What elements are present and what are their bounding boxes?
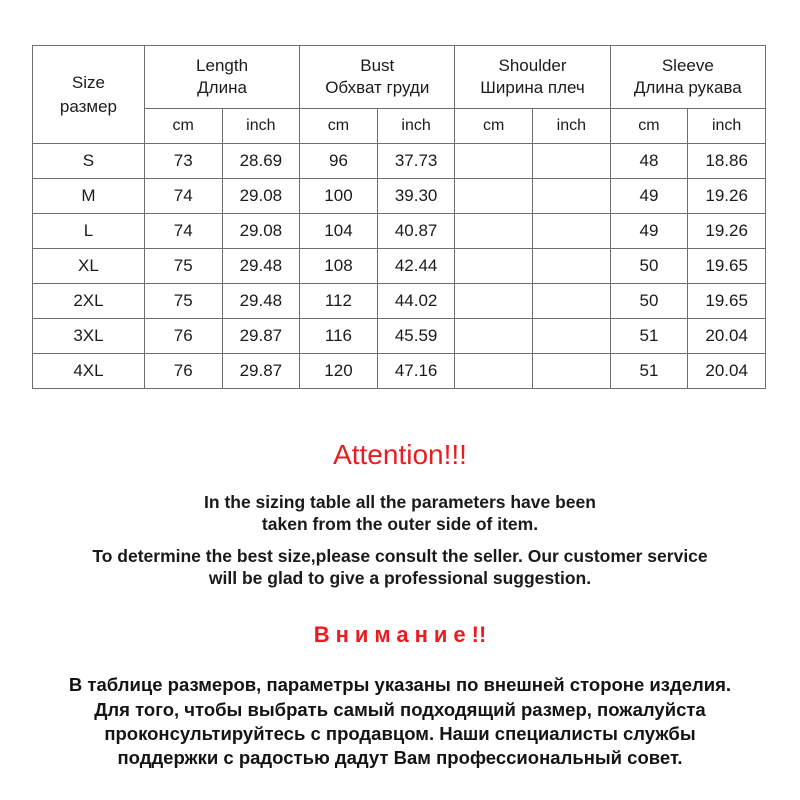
cell-shoulder-cm [455,319,533,354]
attention-heading-en: Attention!!! [333,439,467,470]
group-label-en: Length [196,55,249,75]
table-row [33,354,766,389]
cell-length-cm: 76 [144,354,222,389]
row-size-label: S [33,144,145,179]
cell-bust-cm: 120 [300,354,378,389]
group-header-bust [300,46,455,109]
cell-shoulder-cm [455,284,533,319]
unit-header-cell: cm [455,109,533,144]
row-size-label: 3XL [33,319,145,354]
cell-length-inch: 29.87 [222,354,300,389]
unit-header-cell: cm [144,109,222,144]
attention-ru-exclamation: !! [471,621,487,647]
table-row [33,144,766,179]
table-body [33,144,766,389]
unit-header-cell: inch [377,109,455,144]
group-header-row [33,46,766,109]
group-label-ru: Обхват груди [325,78,430,97]
cell-length-inch: 29.48 [222,284,300,319]
group-label-ru: Ширина плеч [480,78,585,97]
group-label-ru: Длина [197,78,247,97]
cell-sleeve-cm: 49 [610,214,688,249]
cell-sleeve-cm: 50 [610,249,688,284]
group-header-shoulder [455,46,610,109]
group-label-ru: Длина рукава [633,78,742,97]
cell-sleeve-inch: 19.65 [688,284,766,319]
cell-sleeve-inch: 19.26 [688,179,766,214]
table-head [33,46,766,144]
cell-bust-inch: 37.73 [377,144,455,179]
cell-bust-inch: 47.16 [377,354,455,389]
cell-length-inch: 29.08 [222,214,300,249]
paragraph-line: В таблице размеров, параметры указаны по внешней стороне изделия. [68,674,732,696]
cell-sleeve-inch: 19.65 [688,249,766,284]
cell-bust-cm: 112 [300,284,378,319]
unit-header-cell: inch [688,109,766,144]
cell-length-inch: 29.87 [222,319,300,354]
cell-sleeve-cm: 50 [610,284,688,319]
paragraph-line: taken from the outer side of item. [261,513,539,534]
row-size-label: XL [33,249,145,284]
cell-sleeve-cm: 49 [610,179,688,214]
table-row [33,319,766,354]
cell-bust-cm: 116 [300,319,378,354]
cell-bust-cm: 104 [300,214,378,249]
cell-length-inch: 29.08 [222,179,300,214]
cell-sleeve-inch: 19.26 [688,214,766,249]
table-row [33,249,766,284]
cell-bust-inch: 39.30 [377,179,455,214]
paragraph-line: will be glad to give a professional suggestion. [208,567,592,588]
cell-bust-cm: 108 [300,249,378,284]
cell-shoulder-inch [533,144,611,179]
row-size-label: M [33,179,145,214]
group-label-en: Sleeve [661,55,714,75]
cell-shoulder-inch [533,214,611,249]
cell-length-cm: 75 [144,284,222,319]
cell-sleeve-inch: 20.04 [688,354,766,389]
cell-shoulder-inch [533,354,611,389]
cell-bust-cm: 96 [300,144,378,179]
group-label-en: Bust [360,55,395,75]
cell-shoulder-inch [533,249,611,284]
cell-shoulder-inch [533,284,611,319]
group-header-sleeve [610,46,765,109]
unit-header-cell: cm [300,109,378,144]
cell-shoulder-inch [533,179,611,214]
attention-heading-ru [0,623,800,647]
paragraph-line: поддержки с радостью дадут Вам профессиональный совет. [117,747,683,769]
table-row [33,214,766,249]
row-size-label: L [33,214,145,249]
cell-shoulder-cm [455,144,533,179]
cell-length-cm: 76 [144,319,222,354]
group-header-length [144,46,299,109]
size-column-header [33,46,145,144]
unit-header-cell: inch [222,109,300,144]
cell-bust-inch: 44.02 [377,284,455,319]
size-table-container [32,45,766,389]
unit-header-cell: cm [610,109,688,144]
row-size-label: 4XL [33,354,145,389]
table-row [33,179,766,214]
paragraph-line: Для того, чтобы выбрать самый подходящий размер, пожалуйста [94,698,706,720]
size-header-en: Size [71,72,105,92]
cell-shoulder-inch [533,319,611,354]
row-size-label: 2XL [33,284,145,319]
cell-shoulder-cm [455,249,533,284]
cell-bust-inch: 40.87 [377,214,455,249]
cell-bust-cm: 100 [300,179,378,214]
size-header-ru: размер [59,96,117,116]
cell-length-cm: 74 [144,179,222,214]
cell-shoulder-cm [455,214,533,249]
cell-length-cm: 73 [144,144,222,179]
cell-shoulder-cm [455,179,533,214]
cell-length-cm: 74 [144,214,222,249]
cell-bust-inch: 45.59 [377,319,455,354]
cell-bust-inch: 42.44 [377,249,455,284]
cell-sleeve-inch: 20.04 [688,319,766,354]
unit-header-cell: inch [533,109,611,144]
notice-block [0,440,800,771]
cell-shoulder-cm [455,354,533,389]
paragraph-line: проконсультируйтесь с продавцом. Наши специалисты службы [104,722,696,744]
english-paragraph-1 [0,491,800,535]
paragraph-line: In the sizing table all the parameters have been [204,491,596,512]
paragraph-line: To determine the best size,please consult the seller. Our customer service [92,545,708,566]
english-paragraph-2 [0,545,800,589]
cell-length-inch: 29.48 [222,249,300,284]
russian-paragraph [0,673,800,771]
cell-sleeve-inch: 18.86 [688,144,766,179]
cell-sleeve-cm: 48 [610,144,688,179]
cell-sleeve-cm: 51 [610,319,688,354]
cell-length-cm: 75 [144,249,222,284]
group-label-en: Shoulder [498,55,567,75]
table-row [33,284,766,319]
cell-sleeve-cm: 51 [610,354,688,389]
attention-ru-word: Внимание [313,621,472,647]
cell-length-inch: 28.69 [222,144,300,179]
size-table [32,45,766,389]
